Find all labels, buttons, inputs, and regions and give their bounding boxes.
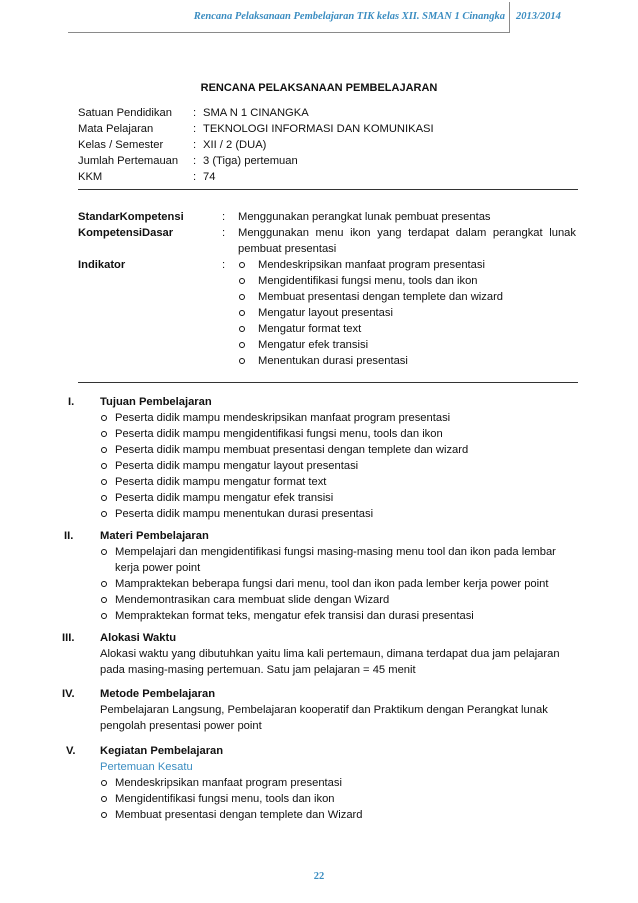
bullet-icon: [101, 780, 107, 786]
bullet-icon: [101, 479, 107, 485]
identity-colon: :: [193, 123, 197, 135]
indicator-label: Indikator: [78, 259, 126, 271]
meeting-subtitle: Pertemuan Kesatu: [100, 761, 193, 773]
header-rule: [68, 32, 510, 33]
list-item: Peserta didik mampu mengatur efek transisi: [100, 490, 578, 506]
header-divider: [509, 2, 510, 32]
list-item: Peserta didik mampu menentukan durasi presentasi: [100, 506, 578, 522]
bullet-icon: [239, 294, 245, 300]
bullet-icon: [239, 326, 245, 332]
basic-competency-value-line1: Menggunakan menu ikon yang terdapat dalam perangkat lunak: [238, 227, 576, 239]
section-number: III.: [62, 632, 75, 644]
header-year: 2013/2014: [516, 11, 561, 22]
header-title: Rencana Pelaksanaan Pembelajaran TIK kelas XII. SMAN 1 Cinangka: [193, 11, 505, 22]
identity-label: Jumlah Pertemauan: [78, 155, 179, 167]
list-item: Mendeskripsikan manfaat program presentasi: [100, 775, 578, 791]
section-title: Materi Pembelajaran: [100, 530, 209, 542]
bullet-icon: [101, 511, 107, 517]
list-item: Mengidentifikasi fungsi menu, tools dan ikon: [100, 791, 578, 807]
colon: :: [222, 259, 226, 271]
identity-value: SMA N 1 CINANGKA: [203, 107, 309, 119]
bullet-icon: [101, 431, 107, 437]
list-item: Membuat presentasi dengan templete dan Wizard: [100, 807, 578, 823]
colon: :: [222, 227, 226, 239]
bullet-icon: [101, 597, 107, 603]
identity-value: 3 (Tiga) pertemuan: [203, 155, 298, 167]
section-title: Metode Pembelajaran: [100, 688, 216, 700]
section-paragraph: Pembelajaran Langsung, Pembelajaran kooperatif dan Praktikum dengan Perangkat lunak pengolah presentasi power point: [100, 704, 548, 732]
list-item: Peserta didik mampu mendeskripsikan manfaat program presentasi: [100, 410, 578, 426]
section-number: V.: [66, 745, 76, 757]
colon: :: [222, 211, 226, 223]
identity-value: 74: [203, 171, 216, 183]
section-number: IV.: [62, 688, 75, 700]
identity-colon: :: [193, 171, 197, 183]
bullet-icon: [239, 358, 245, 364]
bullet-icon: [101, 581, 107, 587]
bullet-icon: [101, 796, 107, 802]
bullet-icon: [101, 549, 107, 555]
list-item: Peserta didik mampu mengatur layout presentasi: [100, 458, 578, 474]
section-number: I.: [68, 396, 75, 408]
bullet-icon: [101, 495, 107, 501]
basic-competency-label: KompetensiDasar: [78, 227, 174, 239]
bullet-icon: [101, 447, 107, 453]
identity-value: TEKNOLOGI INFORMASI DAN KOMUNIKASI: [203, 123, 434, 135]
bullet-icon: [101, 415, 107, 421]
list-item: Peserta didik mampu mengidentifikasi fungsi menu, tools dan ikon: [100, 426, 578, 442]
bullet-icon: [101, 613, 107, 619]
standard-competency-value: Menggunakan perangkat lunak pembuat presentas: [238, 211, 491, 223]
divider-line: [78, 189, 578, 190]
bullet-icon: [101, 463, 107, 469]
bullet-icon: [239, 310, 245, 316]
list-item: Mendemontrasikan cara membuat slide dengan Wizard: [100, 592, 578, 608]
divider-line: [78, 382, 578, 383]
section-paragraph: Alokasi waktu yang dibutuhkan yaitu lima kali pertemaun, dimana terdapat dua jam pelajaran pada masing-masing pertemuan. Satu jam pelajaran = 45 menit: [100, 648, 560, 676]
section-number: II.: [64, 530, 74, 542]
identity-label: KKM: [78, 171, 103, 183]
section-title: Kegiatan Pembelajaran: [100, 745, 224, 757]
bullet-icon: [239, 342, 245, 348]
identity-label: Mata Pelajaran: [78, 123, 154, 135]
identity-value: XII / 2 (DUA): [203, 139, 267, 151]
list-item: Mempelajari dan mengidentifikasi fungsi masing-masing menu tool dan ikon pada lembar kerja power point: [100, 544, 570, 576]
section-title: Tujuan Pembelajaran: [100, 396, 212, 408]
list-item: Peserta didik mampu mengatur format text: [100, 474, 578, 490]
standard-competency-label: StandarKompetensi: [78, 211, 184, 223]
list-item: Mampraktekan beberapa fungsi dari menu, tool dan ikon pada lember kerja power point: [100, 576, 578, 592]
list-item: Peserta didik mampu membuat presentasi dengan templete dan wizard: [100, 442, 578, 458]
identity-label: Kelas / Semester: [78, 139, 164, 151]
list-item: Mempraktekan format teks, mengatur efek transisi dan durasi presentasi: [100, 608, 578, 624]
document-title: RENCANA PELAKSANAAN PEMBELAJARAN: [200, 82, 438, 94]
identity-colon: :: [193, 107, 197, 119]
section-title: Alokasi Waktu: [100, 632, 177, 644]
page-number: 22: [313, 871, 325, 882]
bullet-icon: [101, 812, 107, 818]
basic-competency-value-line2: pembuat presentasi: [238, 243, 337, 255]
identity-colon: :: [193, 155, 197, 167]
identity-colon: :: [193, 139, 197, 151]
identity-label: Satuan Pendidikan: [78, 107, 172, 119]
bullet-icon: [239, 278, 245, 284]
bullet-icon: [239, 262, 245, 268]
